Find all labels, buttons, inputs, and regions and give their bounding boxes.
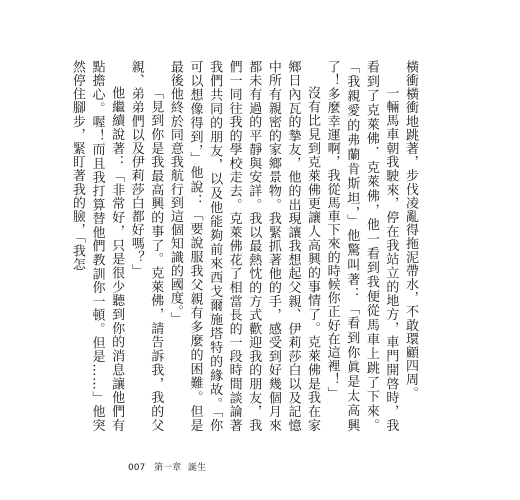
paragraph-5: 他繼續說著：「非常好，只是很少聽到你的消息讓他們有點擔心。喔！而且我打算替他們教訓你一頓。但是……」他突然停住腳步，緊盯著我的臉，「我怎 bbox=[69, 60, 125, 432]
paragraph-1: 橫衝橫衝地跳著，步伐凌亂得拖泥帶水，不敢環顧四周。 bbox=[403, 60, 418, 400]
paragraph-3: 沒有比見到克萊佛更讓人高興的事情了。克萊佛是我在家鄉日內瓦的摯友，他的出現讓我想起父親、伊莉莎白以及記憶中所有親密的家鄉景物。我緊抓著他的手，感受到好幾個月來都未有過的平靜與安詳。我以最熱忱的方式歡迎我的朋友，我們一同往我的學校走去。克萊佛花了相當長的一段時間談論著我們共同的朋友，以及他能夠前來西戈爾施塔特的緣故。「你可以想像得到，」他說：「要說服我父親有多麼的困難。但是最後他終於同意我航行到這個知識的國度。」 bbox=[167, 60, 321, 432]
body-text bbox=[67, 60, 420, 432]
chapter-label: 第一章 bbox=[154, 463, 182, 473]
paragraph-2: 一輛馬車朝我駛來，停在我站立的地方，車門開啓時，我看到了克萊佛．克萊佛，他一看到我便從馬車上跳了下來。「我親愛的弗蘭肯斯坦，」他驚叫著：「看到你眞是太高興了！多麼幸運啊，我從馬車下來的時候你正好在這裡！」 bbox=[324, 60, 399, 432]
chapter-title: 誕生 bbox=[187, 463, 206, 473]
page-number: 007 bbox=[128, 463, 146, 473]
paragraph-4: 「見到你是我最高興的事了。克萊佛，請告訴我，我的父親、弟弟們以及伊莉莎白都好嗎？」 bbox=[128, 60, 164, 432]
page-footer bbox=[128, 460, 206, 473]
